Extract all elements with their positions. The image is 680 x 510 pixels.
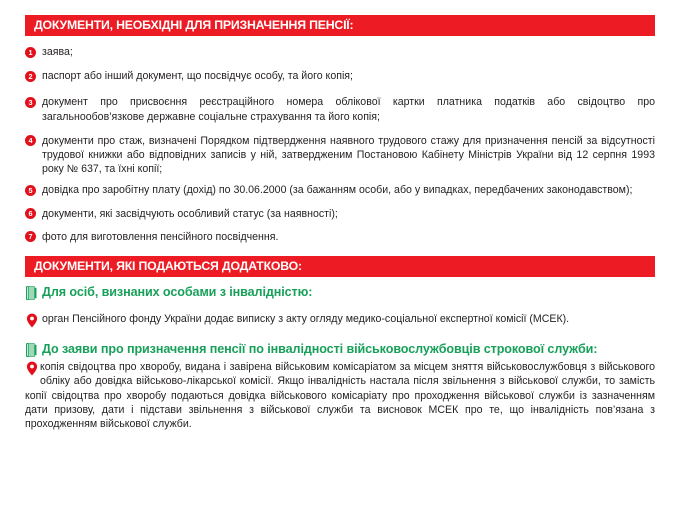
list-item	[25, 183, 655, 197]
document-icon	[26, 286, 37, 300]
list-number-badge: 2	[25, 71, 36, 82]
list-number-badge: 7	[25, 231, 36, 242]
list-item-text: документ про присвоєння реєстраційного номера облікової картки платника податків або свідоцтво про загальнообов’язкове державне соціальне страхування та його копія;	[42, 96, 655, 123]
list-number-badge: 5	[25, 185, 36, 196]
list-number-badge: 4	[25, 135, 36, 146]
section-header-main	[25, 15, 655, 36]
subsection-heading-disability	[25, 285, 655, 301]
list-item-text: паспорт або інший документ, що посвідчує особу, та його копія;	[42, 70, 353, 83]
section-header-additional-title: ДОКУМЕНТИ, ЯКІ ПОДАЮТЬСЯ ДОДАТКОВО:	[34, 259, 302, 274]
map-pin-icon	[26, 361, 38, 376]
list-item-text: документи, які засвідчують особливий статус (за наявності);	[42, 207, 338, 220]
map-pin-wrapper	[25, 360, 40, 386]
list-number-badge: 6	[25, 208, 36, 219]
list-number-badge: 3	[25, 97, 36, 108]
subsection-body-text: копія свідоцтва про хворобу, видана і завірена військовим комісаріатом за місцем зняття військовослужбовця з військового обліку або довідка військово-лікарської комісії. Якщо інвалідність настала після звільнення з військової служби, то замість копії свідоцтва про хворобу подаються довідка військового комісаріату про проходження військової служби із зазначенням дати призову, дати і підстави звільнення з військової служби та висновок МСЕК про те, що інвалідність пов’язана з проходженням військової служби.	[25, 361, 655, 431]
list-item	[25, 95, 655, 123]
list-item-text: довідка про заробітну плату (дохід) по 30.06.2000 (за бажанням особи, або у випадках, передбачених законодавством);	[42, 184, 633, 197]
list-item-text: документи про стаж, визначені Порядком підтвердження наявного трудового стажу для призначення пенсій за відсутності трудової книжки або відповідних записів у ній, затвердженим Постановою Кабінету Міністрів України від 12 серпня 1993 року № 637, та їхні копії;	[42, 134, 655, 176]
section-header-additional	[25, 256, 655, 277]
list-item-text: заява;	[42, 46, 73, 58]
subsection-heading-text: До заяви про призначення пенсії по інвалідності військовослужбовців строкової служби:	[42, 341, 598, 356]
list-number-badge: 1	[25, 47, 36, 58]
list-item	[25, 207, 655, 221]
subsection-body-military	[25, 360, 655, 431]
map-pin-icon	[26, 313, 38, 328]
list-item	[25, 69, 655, 83]
list-item-text: фото для виготовлення пенсійного посвідчення.	[42, 230, 279, 243]
section-header-main-title: ДОКУМЕНТИ, НЕОБХІДНІ ДЛЯ ПРИЗНАЧЕННЯ ПЕНСІЇ:	[34, 18, 354, 33]
document-icon	[26, 343, 37, 357]
list-item	[25, 45, 655, 59]
list-item	[25, 230, 655, 244]
list-item	[25, 134, 655, 177]
subsection-body-disability	[25, 312, 655, 326]
subsection-body-text: орган Пенсійного фонду України додає виписку з акту огляду медико-соціальної експертної комісії (МСЕК).	[42, 312, 570, 325]
subsection-heading-military	[25, 342, 655, 358]
subsection-heading-text: Для осіб, визнаних особами з інвалідністю:	[42, 285, 313, 300]
